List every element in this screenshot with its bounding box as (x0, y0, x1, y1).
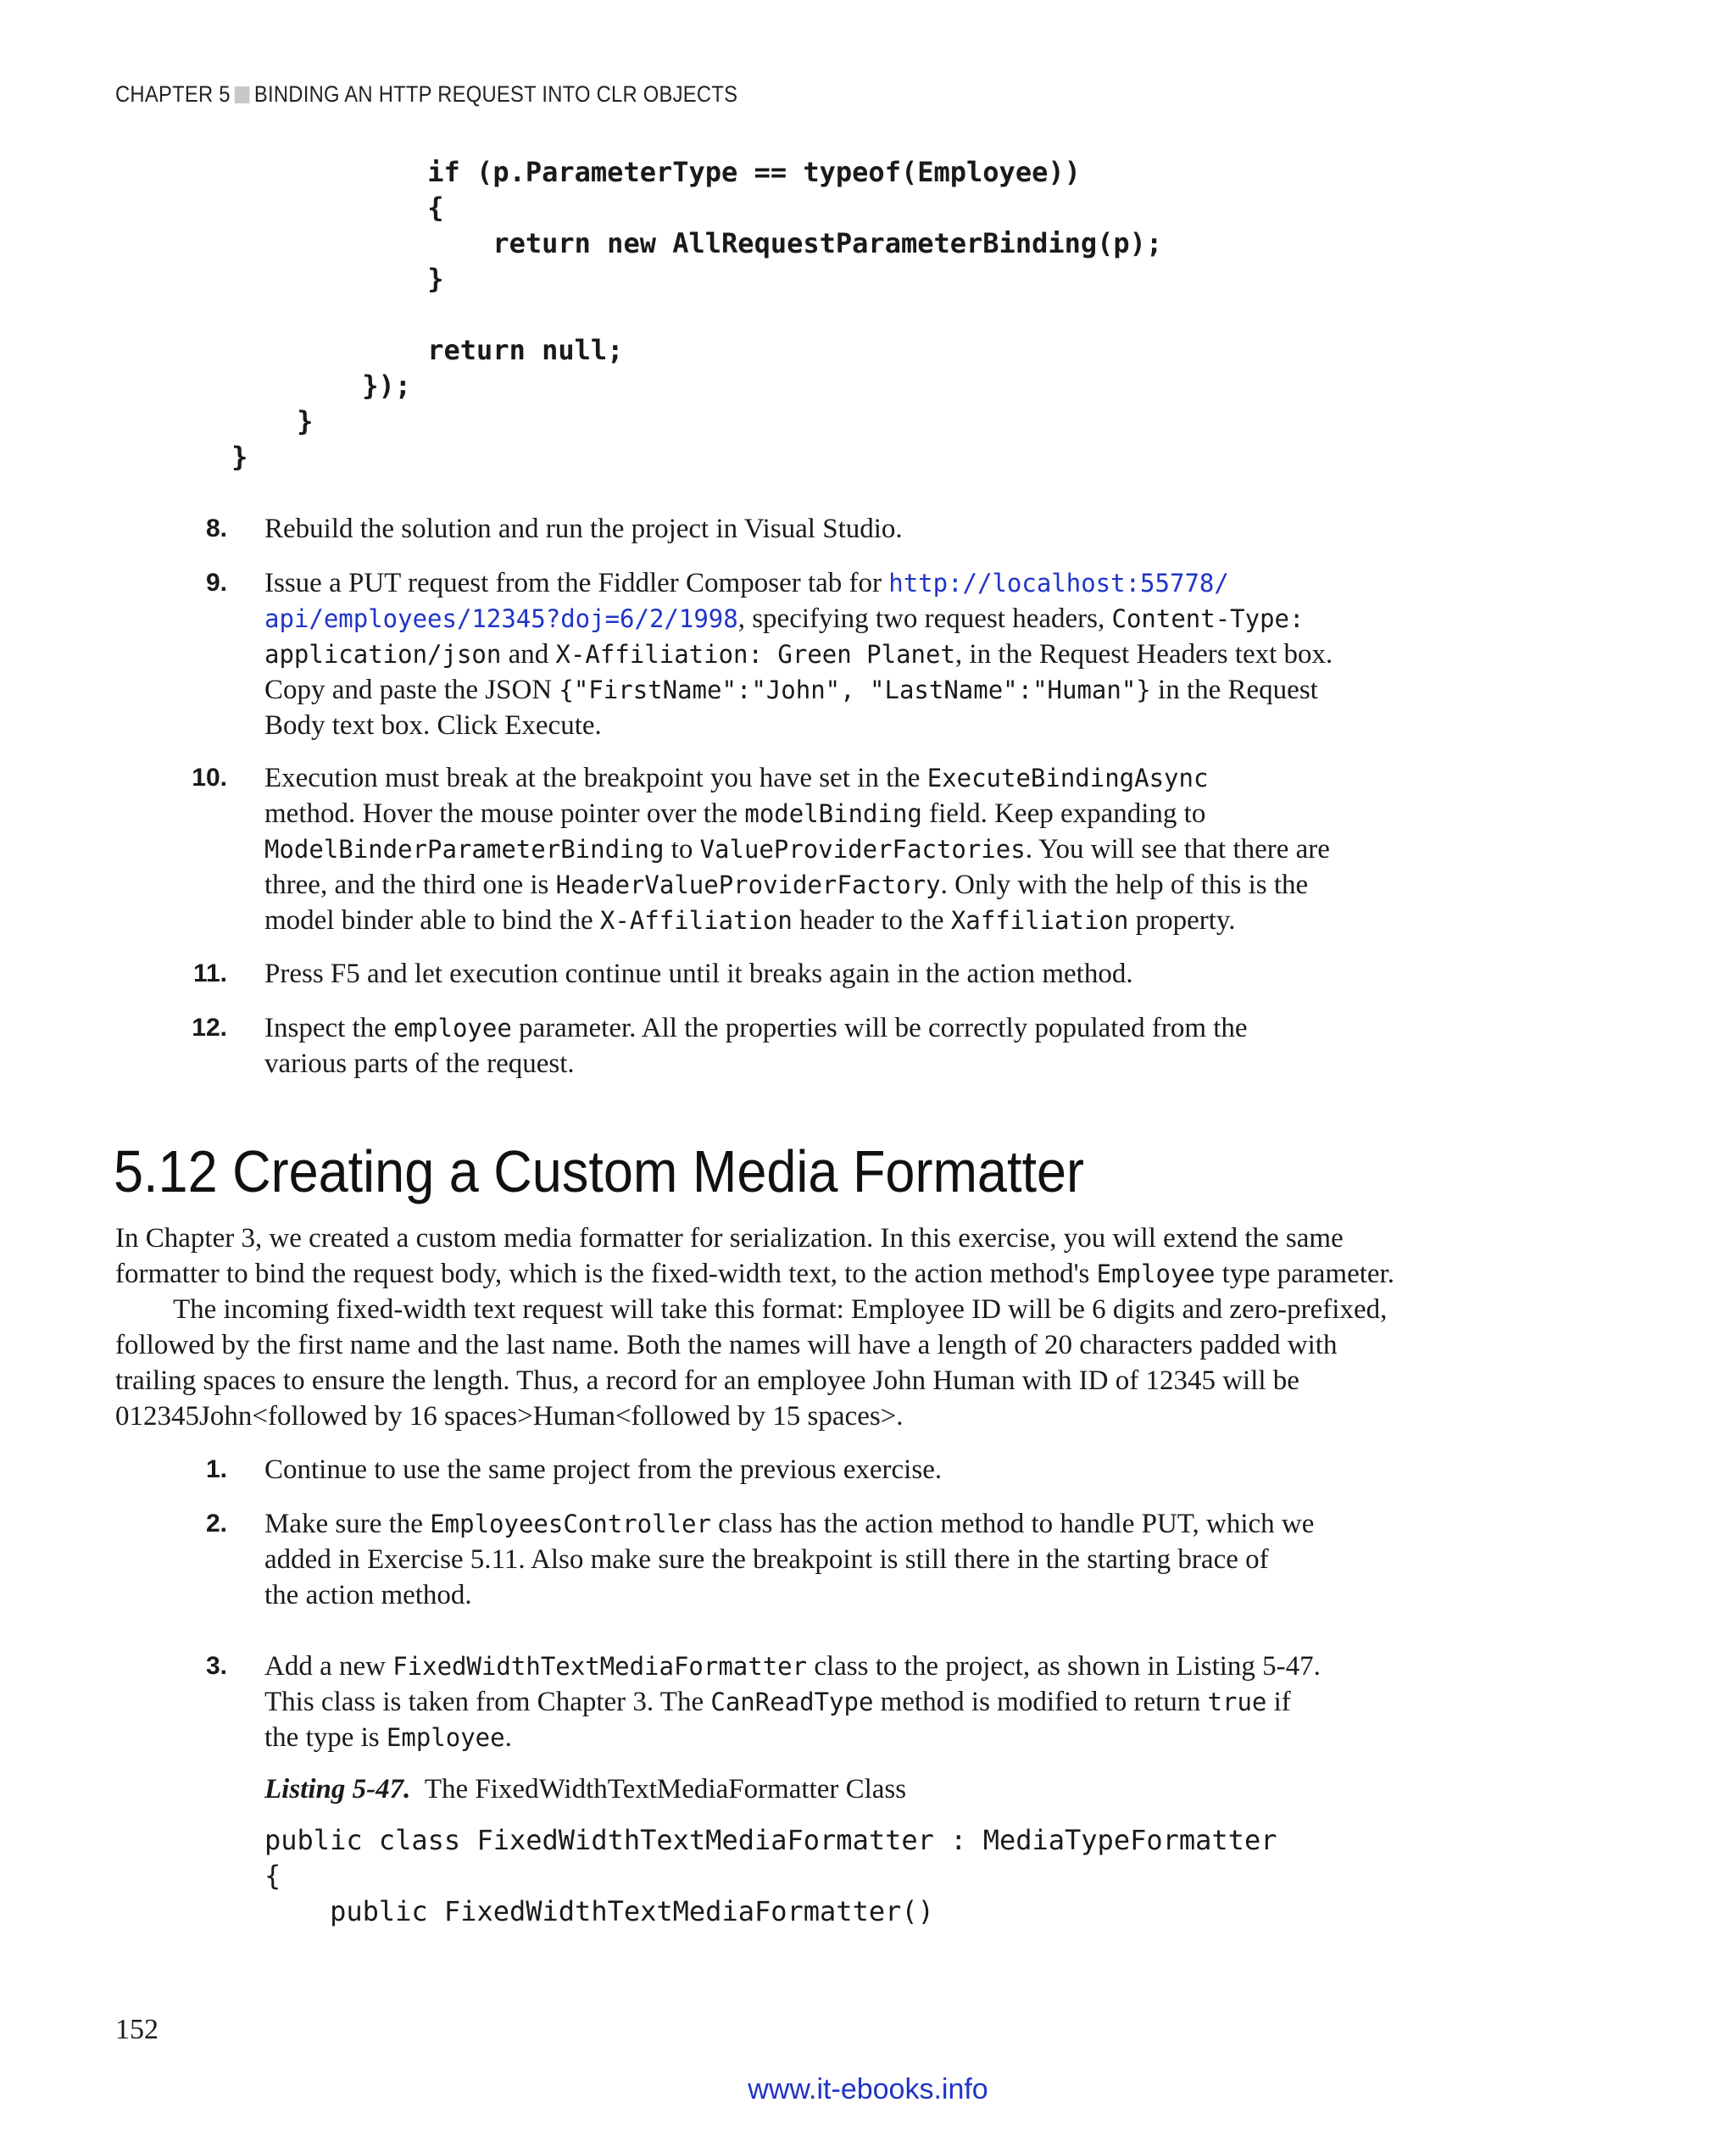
inline-code: EmployeesController (430, 1510, 711, 1538)
text-run: . Only with the help of this is the (940, 870, 1309, 900)
inline-code: Employee (1096, 1260, 1216, 1288)
code-line: public FixedWidthTextMediaFormatter() (264, 1895, 934, 1927)
text-run: trailing spaces to ensure the length. Thus, a record for an employee John Human with ID of 12345 will be (115, 1365, 1299, 1396)
text-run: model binder able to bind the (264, 905, 600, 936)
step-number: 1. (205, 1455, 227, 1483)
code-block-bottom (264, 1822, 1277, 1929)
inline-code: modelBinding (744, 799, 922, 828)
inline-code: X-Affiliation (599, 906, 793, 935)
text-run: Add a new (264, 1651, 393, 1682)
inline-code: Xaffiliation (950, 906, 1129, 935)
text-run: added in Exercise 5.11. Also make sure the breakpoint is still there in the starting brace of (264, 1544, 1269, 1575)
text-run: 012345John<followed by 16 spaces>Human<followed by 15 spaces>. (115, 1401, 904, 1432)
step-number: 3. (205, 1652, 227, 1680)
text-run: Copy and paste the JSON (264, 675, 559, 705)
running-header (115, 81, 737, 108)
code-line: return new AllRequestParameterBinding(p); (166, 227, 1163, 259)
header-separator-square (235, 86, 250, 103)
inline-code: Employee (386, 1723, 505, 1752)
code-line (166, 297, 1162, 332)
inline-code: CanReadType (710, 1688, 874, 1716)
step-number: 10. (192, 764, 227, 792)
section-intro-paragraph (115, 1221, 1505, 1292)
text-run: header to the (792, 905, 951, 936)
step-number: 2. (205, 1510, 227, 1538)
text-run: In Chapter 3, we created a custom media formatter for serialization. In this exercise, you will extend the same (115, 1223, 1344, 1254)
text-run: class to the project, as shown in Listing 5-47. (807, 1651, 1321, 1682)
code-line: } (166, 263, 444, 295)
text-run: method is modified to return (873, 1687, 1208, 1717)
text-run: Body text box. Click Execute. (264, 710, 602, 741)
text-run: This class is taken from Chapter 3. The (264, 1687, 711, 1717)
text-run: and (501, 639, 556, 670)
code-line: } (166, 405, 314, 437)
inline-code: {"FirstName":"John", "LastName":"Human"} (559, 676, 1151, 704)
inline-code: Content-Type: (1111, 604, 1305, 633)
chapter-title: BINDING AN HTTP REQUEST INTO CLR OBJECTS (253, 81, 738, 107)
text-run: Issue a PUT request from the Fiddler Composer tab for (264, 568, 889, 598)
listing-caption (264, 1771, 906, 1807)
text-run: Make sure the (264, 1509, 431, 1539)
text-run: . You will see that there are (1025, 834, 1330, 865)
text-run: to (664, 834, 700, 865)
section-heading: 5.12 Creating a Custom Media Formatter (114, 1138, 1084, 1204)
chapter-label: CHAPTER 5 (115, 81, 231, 107)
code-line: return null; (166, 334, 624, 366)
text-run: class has the action method to handle PUT, which we (710, 1509, 1315, 1539)
text-run: the action method. (264, 1580, 472, 1610)
inline-code: employee (393, 1014, 512, 1043)
code-line: public class FixedWidthTextMediaFormatter : MediaTypeFormatter (264, 1824, 1277, 1856)
text-run: Rebuild the solution and run the project in Visual Studio. (264, 514, 903, 544)
text-run: field. Keep expanding to (921, 798, 1206, 829)
step-text (264, 760, 1392, 938)
listing-label: Listing 5-47. (264, 1774, 411, 1805)
step-number: 8. (205, 514, 227, 542)
text-run: method. Hover the mouse pointer over the (264, 798, 745, 829)
step-text (264, 1010, 1392, 1082)
text-run: , in the Request Headers text box. (954, 639, 1333, 670)
format-description-paragraph (115, 1292, 1505, 1434)
code-block-top (166, 154, 1162, 475)
step-text (264, 1452, 1392, 1488)
text-run: Inspect the (264, 1013, 394, 1043)
inline-code: FixedWidthTextMediaFormatter (392, 1652, 808, 1681)
step-text (264, 956, 1392, 992)
page-number: 152 (115, 2014, 159, 2045)
inline-code: ModelBinderParameterBinding (264, 835, 665, 864)
step-number: 12. (192, 1014, 227, 1042)
inline-code: X-Affiliation: Green Planet (555, 640, 955, 669)
text-run: parameter. All the properties will be correctly populated from the (511, 1013, 1248, 1043)
step-text (264, 1506, 1392, 1613)
text-run: in the Request (1150, 675, 1318, 705)
inline-url-link[interactable]: http://localhost:55778/ (888, 569, 1229, 598)
code-line: { (166, 192, 444, 224)
text-run: . (504, 1722, 512, 1753)
inline-code: ValueProviderFactories (699, 835, 1026, 864)
step-text (264, 1649, 1392, 1755)
text-run: three, and the third one is (264, 870, 556, 900)
text-run: The incoming fixed-width text request will take this format: Employee ID will be 6 digits and zero-prefixed, (173, 1294, 1388, 1325)
text-run: Continue to use the same project from the previous exercise. (264, 1454, 943, 1485)
text-run: followed by the first name and the last name. Both the names will have a length of 20 characters padded with (115, 1330, 1338, 1360)
code-line: if (p.ParameterType == typeof(Employee)) (166, 156, 1081, 188)
inline-url-link[interactable]: api/employees/12345?doj=6/2/1998 (264, 604, 738, 633)
text-run: property. (1128, 905, 1236, 936)
text-run: , specifying two request headers, (737, 603, 1112, 634)
text-run: formatter to bind the request body, which is the fixed-width text, to the action method's (115, 1259, 1097, 1289)
step-text (264, 511, 1392, 547)
step-number: 11. (192, 959, 227, 987)
text-run: various parts of the request. (264, 1048, 575, 1079)
text-run: type parameter. (1215, 1259, 1394, 1289)
listing-title: The FixedWidthTextMediaFormatter Class (424, 1774, 907, 1805)
code-line: }); (166, 370, 411, 402)
inline-code: application/json (264, 640, 502, 669)
text-run: Press F5 and let execution continue until it breaks again in the action method. (264, 959, 1133, 989)
text-run: the type is (264, 1722, 387, 1753)
text-run: Execution must break at the breakpoint you have set in the (264, 763, 927, 793)
inline-code: HeaderValueProviderFactory (555, 870, 941, 899)
inline-code: true (1207, 1688, 1267, 1716)
text-run: if (1266, 1687, 1291, 1717)
footer-site-link[interactable]: www.it-ebooks.info (748, 2073, 988, 2105)
code-line: { (264, 1860, 281, 1892)
code-line: } (166, 441, 248, 473)
step-number: 9. (205, 569, 227, 597)
step-text (264, 565, 1392, 743)
inline-code: ExecuteBindingAsync (926, 764, 1209, 792)
